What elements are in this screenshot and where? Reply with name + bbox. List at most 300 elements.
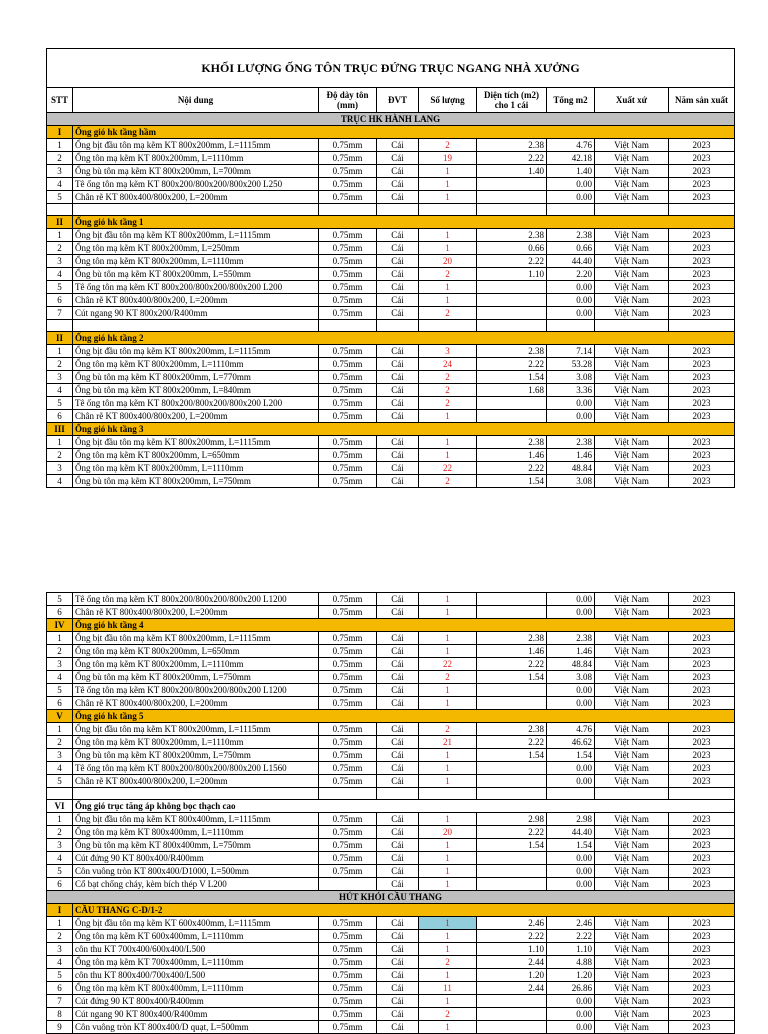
empty-cell: [47, 204, 73, 216]
cell-stt: 1: [47, 345, 73, 358]
sheet-page-1: [46, 48, 734, 488]
cell-unit: Cái: [377, 969, 419, 982]
cell-thickness: 0.75mm: [319, 281, 377, 294]
cell-thickness: 0.75mm: [319, 671, 377, 684]
cell-total-m2: 1.40: [547, 165, 595, 178]
cell-origin: Việt Nam: [595, 307, 669, 320]
cell-unit: Cái: [377, 762, 419, 775]
empty-cell: [595, 320, 669, 332]
cell-year: 2023: [669, 749, 735, 762]
group-number: III: [47, 423, 73, 436]
cell-stt: 2: [47, 645, 73, 658]
cell-year: 2023: [669, 165, 735, 178]
cell-year: 2023: [669, 307, 735, 320]
cell-thickness: 0.75mm: [319, 762, 377, 775]
cell-unit: Cái: [377, 475, 419, 488]
empty-cell: [595, 204, 669, 216]
cell-thickness: 0.75mm: [319, 917, 377, 930]
cell-stt: 3: [47, 255, 73, 268]
table-row: [47, 255, 735, 268]
cell-thickness: 0.75mm: [319, 268, 377, 281]
cell-area-per-unit: 1.46: [477, 645, 547, 658]
cell-quantity: 1: [419, 1021, 477, 1034]
cell-total-m2: 48.84: [547, 658, 595, 671]
cell-total-m2: 2.38: [547, 632, 595, 645]
empty-cell: [419, 788, 477, 800]
cell-quantity: 21: [419, 736, 477, 749]
cell-thickness: 0.75mm: [319, 371, 377, 384]
cell-origin: Việt Nam: [595, 697, 669, 710]
cell-origin: Việt Nam: [595, 462, 669, 475]
cell-unit: Cái: [377, 307, 419, 320]
cell-description: Ống tôn mạ kẽm KT 800x200mm, L=1110mm: [73, 255, 319, 268]
empty-cell: [73, 204, 319, 216]
cell-origin: Việt Nam: [595, 294, 669, 307]
blank-row: [47, 204, 735, 216]
group-title: Ống gió trục tăng áp không bọc thạch cao: [73, 800, 735, 813]
header-so-luong: Số lượng: [419, 88, 477, 113]
cell-total-m2: 2.98: [547, 813, 595, 826]
cell-description: Cút đứng 90 KT 800x400/R400mm: [73, 852, 319, 865]
cell-thickness: 0.75mm: [319, 736, 377, 749]
cell-total-m2: 0.00: [547, 294, 595, 307]
cell-area-per-unit: 2.44: [477, 956, 547, 969]
group-number: IV: [47, 619, 73, 632]
table-row: [47, 943, 735, 956]
cell-total-m2: 26.86: [547, 982, 595, 995]
cell-year: 2023: [669, 436, 735, 449]
cell-area-per-unit: [477, 995, 547, 1008]
cell-total-m2: 0.00: [547, 397, 595, 410]
cell-unit: Cái: [377, 281, 419, 294]
section-band-row: [47, 113, 735, 126]
group-header-row: [47, 710, 735, 723]
cell-area-per-unit: [477, 878, 547, 891]
cell-quantity: 1: [419, 191, 477, 204]
cell-year: 2023: [669, 242, 735, 255]
cell-quantity: 1: [419, 606, 477, 619]
cell-total-m2: 0.00: [547, 865, 595, 878]
cell-origin: Việt Nam: [595, 371, 669, 384]
cell-thickness: 0.75mm: [319, 593, 377, 606]
cell-year: 2023: [669, 475, 735, 488]
cell-year: 2023: [669, 606, 735, 619]
cell-quantity: 2: [419, 475, 477, 488]
cell-year: 2023: [669, 593, 735, 606]
cell-unit: Cái: [377, 242, 419, 255]
cell-origin: Việt Nam: [595, 410, 669, 423]
table-row: [47, 995, 735, 1008]
cell-thickness: 0.75mm: [319, 345, 377, 358]
cell-origin: Việt Nam: [595, 839, 669, 852]
cell-unit: Cái: [377, 371, 419, 384]
cell-stt: 1: [47, 917, 73, 930]
cell-description: Chân rẽ KT 800x400/800x200, L=200mm: [73, 606, 319, 619]
section-band-row: [47, 891, 735, 904]
cell-unit: Cái: [377, 632, 419, 645]
cell-origin: Việt Nam: [595, 449, 669, 462]
cell-area-per-unit: [477, 762, 547, 775]
cell-quantity: 24: [419, 358, 477, 371]
table-row: [47, 826, 735, 839]
header-noi-dung: Nội dung: [73, 88, 319, 113]
cell-area-per-unit: 0.66: [477, 242, 547, 255]
cell-thickness: 0.75mm: [319, 995, 377, 1008]
cell-total-m2: 3.08: [547, 475, 595, 488]
cell-quantity: 2: [419, 307, 477, 320]
table-row: [47, 645, 735, 658]
cell-year: 2023: [669, 645, 735, 658]
section-band-title: HÚT KHÓI CẦU THANG: [47, 891, 735, 904]
cell-area-per-unit: [477, 606, 547, 619]
cell-total-m2: 2.22: [547, 930, 595, 943]
cell-quantity: 1: [419, 593, 477, 606]
cell-origin: Việt Nam: [595, 281, 669, 294]
table-row: [47, 684, 735, 697]
header-nam-sx: Năm sản xuất: [669, 88, 735, 113]
cell-origin: Việt Nam: [595, 969, 669, 982]
cell-total-m2: 0.00: [547, 1008, 595, 1021]
cell-year: 2023: [669, 462, 735, 475]
cell-quantity: 22: [419, 462, 477, 475]
cell-area-per-unit: 1.54: [477, 839, 547, 852]
cell-thickness: 0.75mm: [319, 139, 377, 152]
cell-description: Cổ bạt chống cháy, kèm bích thép V L200: [73, 878, 319, 891]
cell-origin: Việt Nam: [595, 475, 669, 488]
cell-origin: Việt Nam: [595, 593, 669, 606]
table-row: [47, 697, 735, 710]
cell-description: Ống bịt đầu tôn mạ kẽm KT 800x200mm, L=1115mm: [73, 632, 319, 645]
empty-cell: [669, 788, 735, 800]
cell-unit: Cái: [377, 462, 419, 475]
cell-stt: 3: [47, 462, 73, 475]
cell-thickness: 0.75mm: [319, 1021, 377, 1034]
cell-total-m2: 7.14: [547, 345, 595, 358]
cell-stt: 3: [47, 371, 73, 384]
cell-stt: 1: [47, 436, 73, 449]
cell-stt: 2: [47, 736, 73, 749]
cell-quantity: 1: [419, 632, 477, 645]
cell-quantity: 1: [419, 749, 477, 762]
cell-origin: Việt Nam: [595, 956, 669, 969]
cell-quantity: 1: [419, 436, 477, 449]
cell-description: Chân rẽ KT 800x400/800x200, L=200mm: [73, 410, 319, 423]
cell-stt: 1: [47, 139, 73, 152]
cell-year: 2023: [669, 384, 735, 397]
cell-total-m2: 0.00: [547, 775, 595, 788]
empty-cell: [47, 788, 73, 800]
cell-description: Ống tôn mạ kẽm KT 800x200mm, L=250mm: [73, 242, 319, 255]
table-row: [47, 229, 735, 242]
cell-stt: 5: [47, 865, 73, 878]
cell-thickness: 0.75mm: [319, 943, 377, 956]
cell-description: Tê ống tôn mạ kẽm KT 800x200/800x200/800x200 L1200: [73, 684, 319, 697]
cell-quantity: 19: [419, 152, 477, 165]
cell-unit: Cái: [377, 865, 419, 878]
cell-stt: 1: [47, 632, 73, 645]
cell-thickness: 0.75mm: [319, 723, 377, 736]
table-row: [47, 139, 735, 152]
cell-unit: Cái: [377, 671, 419, 684]
cell-year: 2023: [669, 410, 735, 423]
cell-origin: Việt Nam: [595, 165, 669, 178]
cell-quantity: 20: [419, 255, 477, 268]
group-header-row: [47, 332, 735, 345]
cell-description: Côn vuông tròn KT 800x400/D1000, L=500mm: [73, 865, 319, 878]
table-row: [47, 165, 735, 178]
cell-area-per-unit: 1.46: [477, 449, 547, 462]
cell-year: 2023: [669, 1021, 735, 1034]
cell-quantity: 20: [419, 826, 477, 839]
group-number: VI: [47, 800, 73, 813]
table-row: [47, 462, 735, 475]
cell-origin: Việt Nam: [595, 436, 669, 449]
table-row: [47, 852, 735, 865]
cell-stt: 3: [47, 749, 73, 762]
cell-stt: 4: [47, 852, 73, 865]
cell-quantity: 1: [419, 930, 477, 943]
cell-quantity: 1: [419, 775, 477, 788]
cell-quantity: 2: [419, 1008, 477, 1021]
cell-year: 2023: [669, 371, 735, 384]
sheet-page-2: [46, 592, 734, 1034]
cell-year: 2023: [669, 852, 735, 865]
cell-stt: 1: [47, 813, 73, 826]
cell-quantity: 1: [419, 645, 477, 658]
cell-description: Ống bịt đầu tôn mạ kẽm KT 600x400mm, L=1115mm: [73, 917, 319, 930]
cell-unit: Cái: [377, 878, 419, 891]
cell-area-per-unit: 2.38: [477, 436, 547, 449]
group-title: Ống gió hk tầng 1: [73, 216, 735, 229]
cell-total-m2: 1.46: [547, 645, 595, 658]
cell-year: 2023: [669, 982, 735, 995]
cell-area-per-unit: [477, 697, 547, 710]
cell-stt: 3: [47, 658, 73, 671]
cell-stt: 5: [47, 969, 73, 982]
cell-thickness: 0.75mm: [319, 384, 377, 397]
cell-total-m2: 53.28: [547, 358, 595, 371]
cell-total-m2: 0.00: [547, 697, 595, 710]
table-row: [47, 242, 735, 255]
cell-thickness: 0.75mm: [319, 775, 377, 788]
title-row: [47, 49, 735, 88]
cell-unit: Cái: [377, 449, 419, 462]
cell-area-per-unit: 2.98: [477, 813, 547, 826]
cell-description: Ống bịt đầu tôn mạ kẽm KT 800x200mm, L=1115mm: [73, 345, 319, 358]
cell-origin: Việt Nam: [595, 995, 669, 1008]
table-row: [47, 345, 735, 358]
blank-row: [47, 320, 735, 332]
cell-description: Chân rẽ KT 800x400/800x200, L=200mm: [73, 697, 319, 710]
cell-unit: Cái: [377, 813, 419, 826]
cell-year: 2023: [669, 775, 735, 788]
table-row: [47, 1008, 735, 1021]
empty-cell: [477, 320, 547, 332]
cell-total-m2: 3.08: [547, 671, 595, 684]
cell-quantity: 1: [419, 865, 477, 878]
cell-area-per-unit: 2.22: [477, 826, 547, 839]
cell-area-per-unit: [477, 178, 547, 191]
cell-thickness: 0.75mm: [319, 229, 377, 242]
cell-origin: Việt Nam: [595, 606, 669, 619]
cell-stt: 3: [47, 839, 73, 852]
cell-description: Tê ống tôn mạ kẽm KT 800x200/800x200/800x200 L1560: [73, 762, 319, 775]
group-header-row: [47, 126, 735, 139]
group-number: I: [47, 126, 73, 139]
cell-origin: Việt Nam: [595, 1008, 669, 1021]
cell-area-per-unit: 2.22: [477, 462, 547, 475]
cell-origin: Việt Nam: [595, 930, 669, 943]
empty-cell: [319, 788, 377, 800]
cell-area-per-unit: 2.22: [477, 358, 547, 371]
cell-quantity: 1: [419, 943, 477, 956]
cell-year: 2023: [669, 658, 735, 671]
table-row: [47, 358, 735, 371]
cell-stt: 6: [47, 697, 73, 710]
table-row: [47, 268, 735, 281]
group-title: Ống gió hk tầng 4: [73, 619, 735, 632]
cell-area-per-unit: 1.54: [477, 475, 547, 488]
cell-quantity: 1: [419, 697, 477, 710]
cell-description: Ống tôn mạ kẽm KT 800x200mm, L=1110mm: [73, 152, 319, 165]
table-row: [47, 152, 735, 165]
cell-origin: Việt Nam: [595, 255, 669, 268]
cell-description: Cút ngang 90 KT 800x200/R400mm: [73, 307, 319, 320]
cell-origin: Việt Nam: [595, 384, 669, 397]
cell-quantity: 2: [419, 268, 477, 281]
cell-thickness: 0.75mm: [319, 294, 377, 307]
empty-cell: [595, 788, 669, 800]
cell-total-m2: 1.54: [547, 839, 595, 852]
cell-origin: Việt Nam: [595, 775, 669, 788]
cell-origin: Việt Nam: [595, 139, 669, 152]
empty-cell: [377, 320, 419, 332]
cell-quantity: 1: [419, 969, 477, 982]
table-row: [47, 449, 735, 462]
cell-total-m2: 46.62: [547, 736, 595, 749]
cell-description: Ống tôn mạ kẽm KT 800x200mm, L=1110mm: [73, 462, 319, 475]
table-row: [47, 606, 735, 619]
cell-thickness: 0.75mm: [319, 178, 377, 191]
cell-area-per-unit: 2.22: [477, 658, 547, 671]
empty-cell: [419, 320, 477, 332]
cell-area-per-unit: 1.20: [477, 969, 547, 982]
cell-unit: Cái: [377, 268, 419, 281]
group-title: Ống gió hk tầng hầm: [73, 126, 735, 139]
cell-thickness: 0.75mm: [319, 410, 377, 423]
cell-unit: Cái: [377, 139, 419, 152]
empty-cell: [547, 788, 595, 800]
cell-year: 2023: [669, 139, 735, 152]
group-header-row: [47, 619, 735, 632]
cell-area-per-unit: [477, 307, 547, 320]
cell-quantity: 2: [419, 397, 477, 410]
group-number: V: [47, 710, 73, 723]
cell-stt: 1: [47, 229, 73, 242]
cell-total-m2: 0.00: [547, 762, 595, 775]
cell-unit: Cái: [377, 723, 419, 736]
cell-thickness: 0.75mm: [319, 697, 377, 710]
cell-quantity: 22: [419, 658, 477, 671]
table-row: [47, 371, 735, 384]
cell-stt: 4: [47, 178, 73, 191]
table-row: [47, 475, 735, 488]
cell-description: Ống bịt đầu tôn mạ kẽm KT 800x200mm, L=1115mm: [73, 139, 319, 152]
cell-total-m2: 2.46: [547, 917, 595, 930]
cell-thickness: 0.75mm: [319, 839, 377, 852]
cell-stt: 6: [47, 294, 73, 307]
cell-quantity: 1: [419, 839, 477, 852]
table-row: [47, 294, 735, 307]
cell-stt: 2: [47, 930, 73, 943]
cell-origin: Việt Nam: [595, 632, 669, 645]
cell-description: Chân rẽ KT 800x400/800x200, L=200mm: [73, 191, 319, 204]
cell-description: Chân rẽ KT 800x400/800x200, L=200mm: [73, 294, 319, 307]
table-row: [47, 671, 735, 684]
cell-area-per-unit: 2.38: [477, 345, 547, 358]
cell-stt: 6: [47, 878, 73, 891]
cell-year: 2023: [669, 762, 735, 775]
cell-area-per-unit: 1.54: [477, 371, 547, 384]
cell-total-m2: 1.20: [547, 969, 595, 982]
cell-year: 2023: [669, 969, 735, 982]
cell-area-per-unit: 2.38: [477, 632, 547, 645]
cell-thickness: 0.75mm: [319, 956, 377, 969]
cell-stt: 6: [47, 606, 73, 619]
empty-cell: [73, 788, 319, 800]
empty-cell: [547, 320, 595, 332]
cell-year: 2023: [669, 684, 735, 697]
cell-origin: Việt Nam: [595, 242, 669, 255]
cell-description: Ống bù tôn mạ kẽm KT 800x200mm, L=700mm: [73, 165, 319, 178]
cell-origin: Việt Nam: [595, 865, 669, 878]
cell-thickness: 0.75mm: [319, 436, 377, 449]
cell-area-per-unit: 2.38: [477, 229, 547, 242]
cell-description: côn thu KT 800x400/700x400/L500: [73, 969, 319, 982]
cell-year: 2023: [669, 268, 735, 281]
cell-description: Ống tôn mạ kẽm KT 800x200mm, L=1110mm: [73, 658, 319, 671]
cell-quantity: 2: [419, 671, 477, 684]
cell-stt: 5: [47, 593, 73, 606]
cell-thickness: 0.75mm: [319, 462, 377, 475]
cell-origin: Việt Nam: [595, 345, 669, 358]
cell-quantity: 1: [419, 813, 477, 826]
cell-thickness: 0.75mm: [319, 606, 377, 619]
cell-description: Ống bịt đầu tôn mạ kẽm KT 800x200mm, L=1115mm: [73, 436, 319, 449]
cell-quantity: 1: [419, 684, 477, 697]
cell-total-m2: 0.00: [547, 307, 595, 320]
cell-quantity: 1: [419, 762, 477, 775]
cell-origin: Việt Nam: [595, 1021, 669, 1034]
cell-description: Chân rẽ KT 800x400/800x200, L=200mm: [73, 775, 319, 788]
cell-year: 2023: [669, 878, 735, 891]
cell-origin: Việt Nam: [595, 268, 669, 281]
cell-quantity: 2: [419, 956, 477, 969]
cell-description: Tê ống tôn mạ kẽm KT 800x200/800x200/800x200 L200: [73, 397, 319, 410]
cell-total-m2: 44.40: [547, 826, 595, 839]
cell-area-per-unit: 2.44: [477, 982, 547, 995]
cell-unit: Cái: [377, 255, 419, 268]
cell-year: 2023: [669, 191, 735, 204]
quantity-table-page-2: [46, 592, 735, 1034]
cell-area-per-unit: 1.10: [477, 943, 547, 956]
group-header-row: [47, 904, 735, 917]
header-dvt: ĐVT: [377, 88, 419, 113]
cell-unit: Cái: [377, 436, 419, 449]
table-row: [47, 865, 735, 878]
group-number: II: [47, 216, 73, 229]
cell-total-m2: 2.38: [547, 436, 595, 449]
